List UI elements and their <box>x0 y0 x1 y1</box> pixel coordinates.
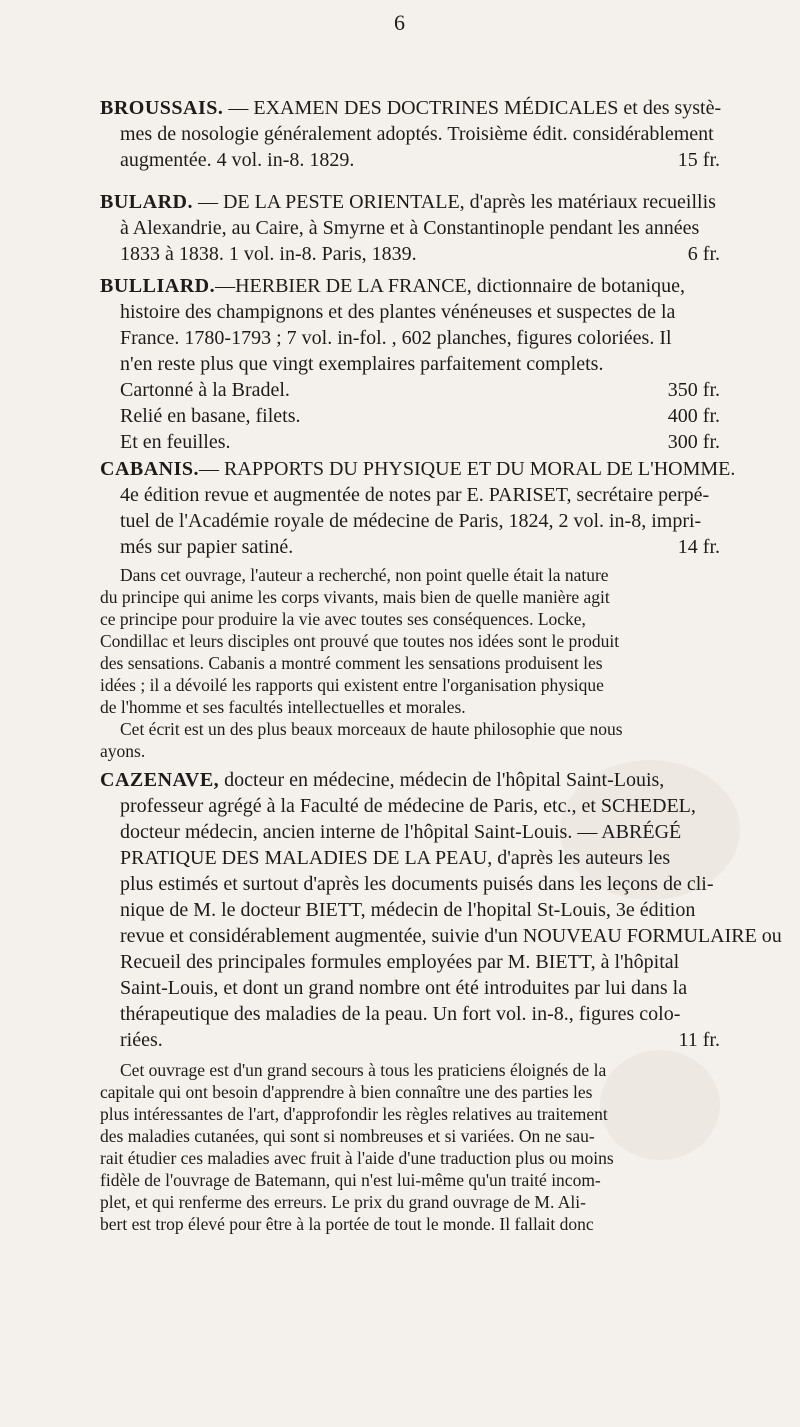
note-line: idées ; il a dévoilé les rapports qui existent entre l'organisation physique <box>100 675 604 695</box>
note-line: des maladies cutanées, qui sont si nombreuses et si variées. On ne sau- <box>100 1126 595 1146</box>
entry-line: docteur médecin, ancien interne de l'hôpital Saint-Louis. — ABRÉGÉ <box>120 821 682 843</box>
price: 15 fr. <box>677 149 720 171</box>
note-line: fidèle de l'ouvrage de Batemann, qui n'est lui-même qu'un traité incom- <box>100 1170 601 1190</box>
note-line: rait étudier ces maladies avec fruit à l'aide d'une traduction plus ou moins <box>100 1148 614 1168</box>
entry-line: à Alexandrie, au Caire, à Smyrne et à Constantinople pendant les années <box>120 217 700 239</box>
author-name: CAZENAVE, <box>100 769 220 791</box>
entry-line: — EXAMEN DES DOCTRINES MÉDICALES et des systè- <box>228 97 722 119</box>
entry-line: — RAPPORTS DU PHYSIQUE ET DU MORAL DE L'HOMME. <box>199 458 736 480</box>
entry-line: mes de nosologie généralement adoptés. Troisième édit. considérablement <box>120 123 714 145</box>
note-line: ayons. <box>100 741 146 761</box>
catalog-entry-bulliard <box>100 273 740 463</box>
note-line: Condillac et leurs disciples ont prouvé que toutes nos idées sont le produit <box>100 631 620 651</box>
note-line: plus intéressantes de l'art, d'approfondir les règles relatives au traitement <box>100 1104 608 1124</box>
entry-line: augmentée. 4 vol. in-8. 1829. <box>120 149 355 171</box>
entry-line: 4e édition revue et augmentée de notes par E. PARISET, secrétaire perpé- <box>120 484 710 506</box>
binding-label: Et en feuilles. <box>120 431 231 453</box>
note-line: des sensations. Cabanis a montré comment les sensations produisent les <box>100 653 603 673</box>
note-line: Cet écrit est un des plus beaux morceaux de haute philosophie que nous <box>120 719 623 739</box>
entry-line: France. 1780-1793 ; 7 vol. in-fol. , 602 planches, figures coloriées. Il <box>120 327 672 349</box>
price: 14 fr. <box>677 536 720 558</box>
entry-line: — DE LA PESTE ORIENTALE, d'après les matériaux recueillis <box>197 191 716 213</box>
price: 11 fr. <box>678 1029 720 1051</box>
note-line: du principe qui anime les corps vivants, mais bien de quelle manière agit <box>100 587 610 607</box>
entry-line: n'en reste plus que vingt exemplaires parfaitement complets. <box>120 353 604 375</box>
note-line: bert est trop élevé pour être à la portée de tout le monde. Il fallait donc <box>100 1214 594 1234</box>
catalog-entry-cazenave <box>100 767 782 1307</box>
author-name: BULLIARD. <box>100 275 216 297</box>
note-line: capitale qui ont besoin d'apprendre à bien connaître une des parties les <box>100 1082 593 1102</box>
note-line: Dans cet ouvrage, l'auteur a recherché, non point quelle était la nature <box>120 565 609 585</box>
catalog-entry-bulard <box>100 189 740 279</box>
price: 300 fr. <box>667 431 720 453</box>
entry-line: 1833 à 1838. 1 vol. in-8. Paris, 1839. <box>120 243 417 265</box>
note-line: ce principe pour produire la vie avec toutes ses conséquences. Locke, <box>100 609 586 629</box>
author-name: CABANIS. <box>100 458 200 480</box>
entry-line: tuel de l'Académie royale de médecine de Paris, 1824, 2 vol. in-8, impri- <box>120 510 702 532</box>
entry-line: professeur agrégé à la Faculté de médecine de Paris, etc., et SCHEDEL, <box>120 795 696 817</box>
entry-line: riées. <box>120 1029 163 1051</box>
note-line: plet, et qui renferme des erreurs. Le prix du grand ouvrage de M. Ali- <box>100 1192 586 1212</box>
entry-line: —HERBIER DE LA FRANCE, dictionnaire de botanique, <box>215 275 686 297</box>
entry-line: PRATIQUE DES MALADIES DE LA PEAU, d'après les auteurs les <box>120 847 671 869</box>
binding-label: Cartonné à la Bradel. <box>120 379 290 401</box>
page-number: 6 <box>394 10 406 35</box>
catalog-entry-cabanis <box>100 456 740 761</box>
entry-line: histoire des champignons et des plantes vénéneuses et suspectes de la <box>120 301 676 323</box>
note-line: de l'homme et ses facultés intellectuelles et morales. <box>100 697 466 717</box>
entry-line: Saint-Louis, et dont un grand nombre ont été introduites par lui dans la <box>120 977 688 999</box>
note-line: Cet ouvrage est d'un grand secours à tous les praticiens éloignés de la <box>120 1060 607 1080</box>
price: 400 fr. <box>667 405 720 427</box>
author-name: BULARD. <box>100 191 193 213</box>
entry-line: més sur papier satiné. <box>120 536 294 558</box>
author-name: BROUSSAIS. <box>100 97 224 119</box>
price: 350 fr. <box>667 379 720 401</box>
entry-line: plus estimés et surtout d'après les documents puisés dans les leçons de cli- <box>120 873 714 895</box>
binding-label: Relié en basane, filets. <box>120 405 301 427</box>
entry-line: revue et considérablement augmentée, suivie d'un NOUVEAU FORMULAIRE ou <box>120 925 782 947</box>
entry-line: Recueil des principales formules employées par M. BIETT, à l'hôpital <box>120 951 680 973</box>
entry-line: thérapeutique des maladies de la peau. Un fort vol. in-8., figures colo- <box>120 1003 681 1025</box>
entry-line: docteur en médecine, médecin de l'hôpital Saint-Louis, <box>224 769 665 791</box>
price: 6 fr. <box>687 243 720 265</box>
catalog-entry-broussais <box>100 95 740 185</box>
entry-line: nique de M. le docteur BIETT, médecin de l'hopital St-Louis, 3e édition <box>120 899 696 921</box>
